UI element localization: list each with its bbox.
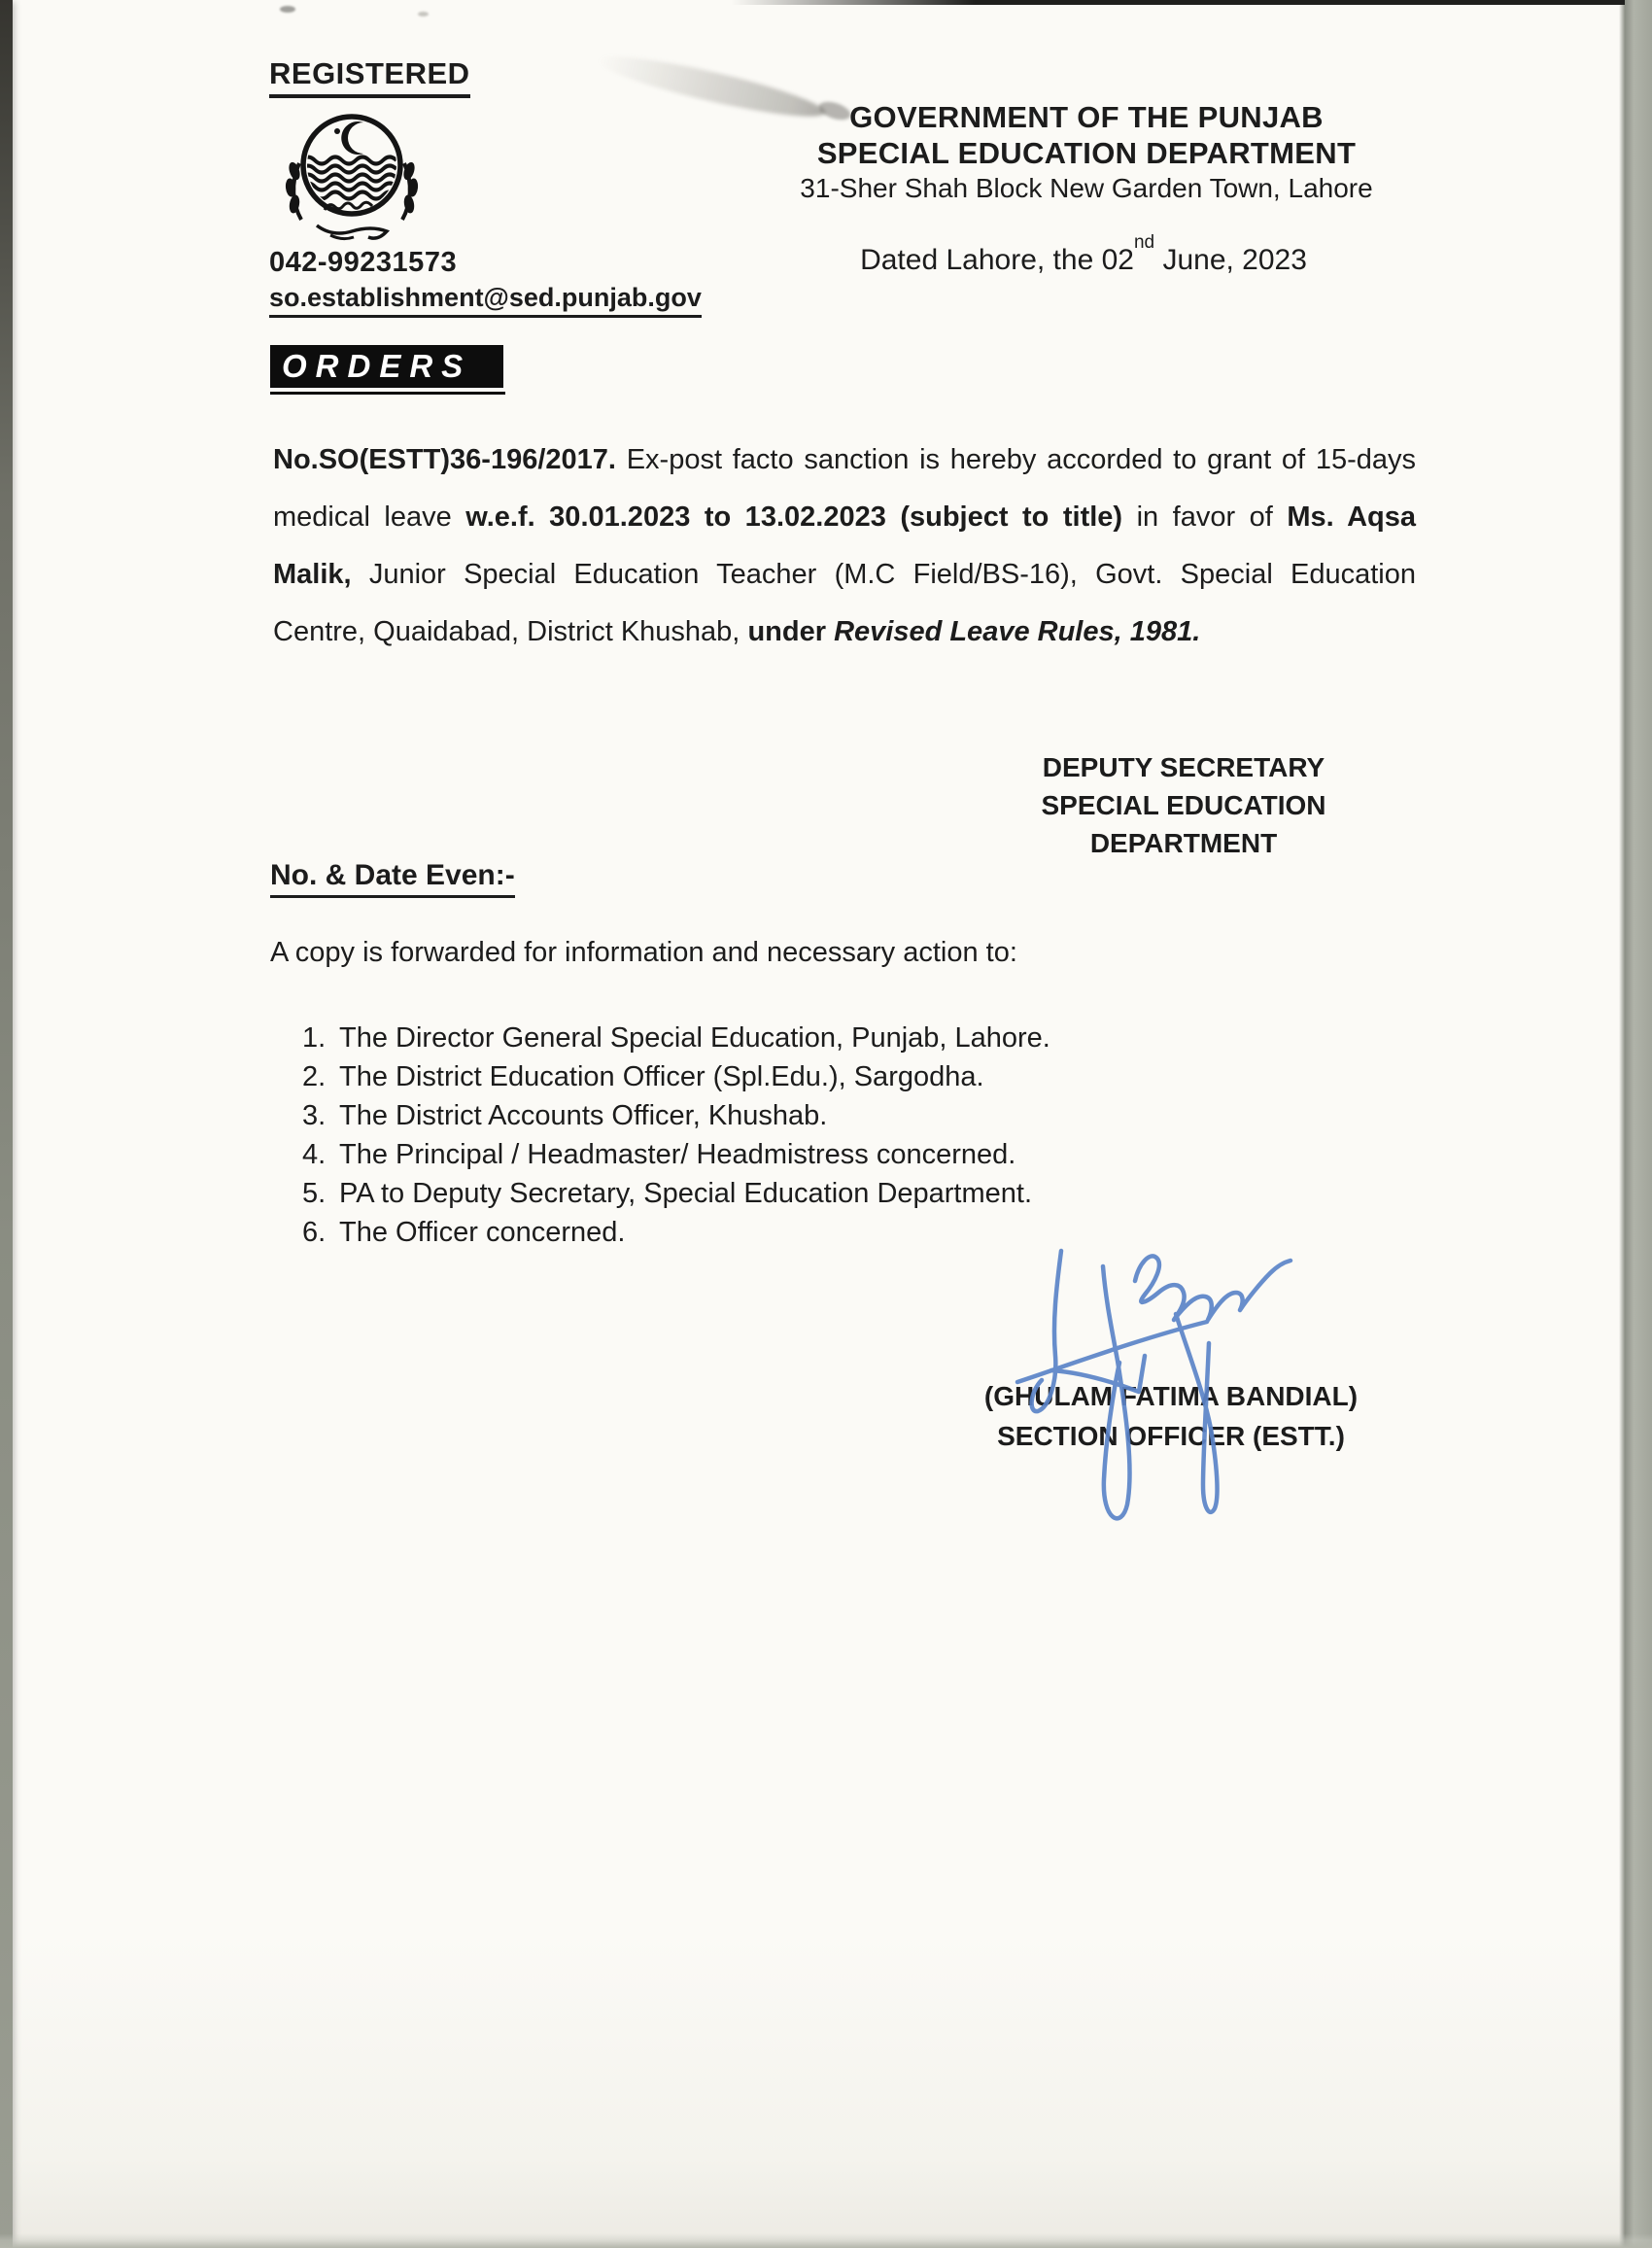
list-item-text: The Principal / Headmaster/ Headmistress concerned. (339, 1139, 1016, 1170)
list-item (302, 1174, 1050, 1213)
list-item-number: 5. (302, 1178, 327, 1209)
order-text: in favor of (1122, 501, 1288, 533)
signatory-title-line3: DEPARTMENT (1089, 828, 1278, 858)
phone-number: 042-99231573 (269, 247, 458, 278)
order-ref-number: No.SO(ESTT)36-196/2017. (273, 444, 616, 475)
orders-heading-underline (270, 392, 505, 395)
order-text: Junior Special Education Teacher (M.C Field/BS-16), Govt. Special Education Centre, Quaidabad, District Khushab, (273, 559, 1416, 647)
distribution-list (302, 1019, 1050, 1252)
list-item-text: The Director General Special Education, Punjab, Lahore. (339, 1022, 1050, 1054)
signatory-title-line2: SPECIAL EDUCATION (1041, 790, 1326, 820)
signatory-name: (GHULAM FATIMA BANDIAL) (983, 1381, 1359, 1411)
list-item-number: 4. (302, 1139, 327, 1170)
department-header (792, 99, 1381, 206)
date-prefix: Dated Lahore, the 02 (860, 244, 1134, 276)
punjab-government-logo (272, 105, 431, 247)
orders-heading-text: ORDERS (282, 348, 472, 384)
scan-edge-top (0, 0, 1625, 5)
distribution-intro: A copy is forwarded for information and necessary action to: (270, 937, 1017, 968)
government-title: GOVERNMENT OF THE PUNJAB (849, 100, 1324, 134)
list-item-text: The District Accounts Officer, Khushab. (339, 1100, 828, 1131)
leave-period: w.e.f. 30.01.2023 to 13.02.2023 (subject to title) (465, 501, 1123, 533)
list-item-text: The District Education Officer (Spl.Edu.), Sargodha. (339, 1061, 984, 1092)
scan-speck (418, 12, 429, 17)
orders-heading (270, 345, 503, 388)
list-item (302, 1135, 1050, 1174)
leave-rules-reference: Revised Leave Rules, 1981. (834, 616, 1201, 647)
registered-label: REGISTERED (269, 56, 470, 98)
list-item-number: 6. (302, 1217, 327, 1248)
signatory-block-bottom (957, 1376, 1385, 1456)
list-item-text: The Officer concerned. (339, 1217, 626, 1248)
order-paragraph (273, 432, 1416, 661)
order-text: Ex-post facto sanction is hereby accorded to grant of 15-days medical leave (273, 444, 1416, 533)
scan-edge-bottom (0, 2233, 1652, 2248)
department-title: SPECIAL EDUCATION DEPARTMENT (816, 136, 1357, 170)
signatory-title-line1: DEPUTY SECRETARY (1042, 752, 1325, 782)
scan-speck (280, 6, 295, 13)
signatory-designation: SECTION OFFICER (ESTT.) (997, 1421, 1345, 1451)
date-line (826, 232, 1341, 277)
scan-edge-left (0, 0, 13, 2248)
list-item (302, 1057, 1050, 1096)
employee-name: Ms. Aqsa Malik, (273, 501, 1416, 590)
scan-edge-right (1619, 0, 1652, 2248)
distribution-heading: No. & Date Even:- (270, 859, 515, 898)
list-item (302, 1096, 1050, 1135)
list-item-number: 1. (302, 1022, 327, 1054)
list-item-number: 2. (302, 1061, 327, 1092)
list-item-number: 3. (302, 1100, 327, 1131)
date-suffix: June, 2023 (1154, 244, 1307, 276)
list-item (302, 1213, 1050, 1252)
list-item (302, 1019, 1050, 1057)
list-item-text: PA to Deputy Secretary, Special Education Department. (339, 1178, 1033, 1209)
date-ordinal: nd (1133, 232, 1155, 253)
signatory-block-top (989, 748, 1378, 862)
department-address: 31-Sher Shah Block New Garden Town, Lahore (800, 173, 1373, 203)
order-text-bold: under (747, 616, 835, 647)
email-address: so.establishment@sed.punjab.gov (269, 283, 702, 318)
